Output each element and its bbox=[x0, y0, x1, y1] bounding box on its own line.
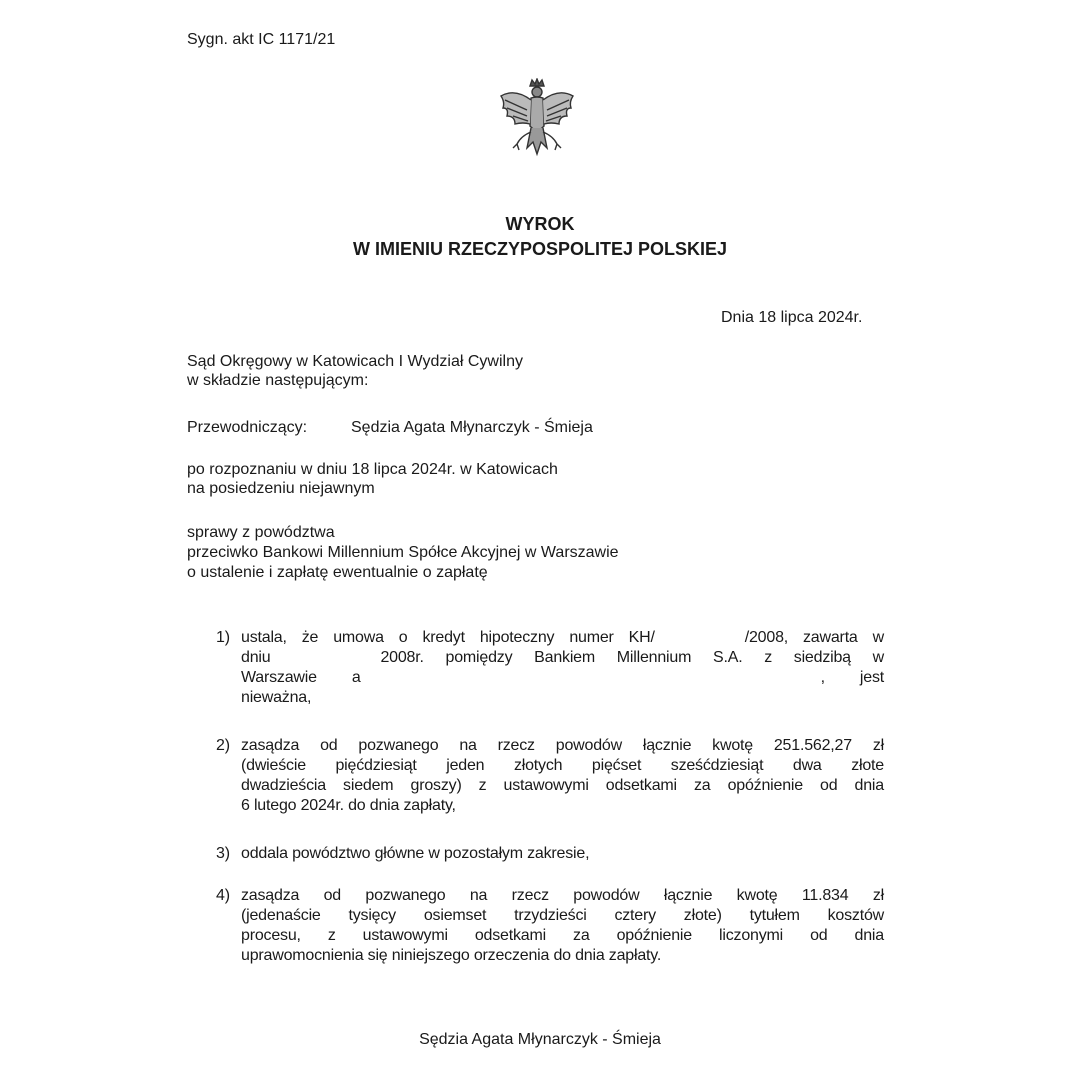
ruling-item-4 bbox=[216, 886, 884, 966]
court-name: Sąd Okręgowy w Katowicach I Wydział Cywilny bbox=[187, 353, 523, 370]
judgment-date: Dnia 18 lipca 2024r. bbox=[721, 309, 863, 326]
ruling-line: zasądza od pozwanego na rzecz powodów łącznie kwotę 251.562,27 zł bbox=[241, 737, 884, 754]
ruling-line: 6 lutego 2024r. do dnia zapłaty, bbox=[241, 797, 456, 814]
hearing-info: po rozpoznaniu w dniu 18 lipca 2024r. w Katowicach bbox=[187, 461, 558, 478]
judgment-subtitle: W IMIENIU RZECZYPOSPOLITEJ POLSKIEJ bbox=[352, 239, 728, 259]
ruling-line: (jedenaście tysięcy osiemset trzydzieści cztery złote) tytułem kosztów bbox=[241, 907, 884, 924]
judge-signature: Sędzia Agata Młynarczyk - Śmieja bbox=[419, 1031, 661, 1048]
ruling-line: dniu 2008r. pomiędzy Bankiem Millennium S.A. z siedzibą w bbox=[241, 649, 884, 666]
ruling-line: procesu, z ustawowymi odsetkami za opóźnienie liczonymi od dnia bbox=[241, 927, 884, 944]
ruling-number: 2) bbox=[216, 737, 230, 754]
ruling-line: oddala powództwo główne w pozostałym zakresie, bbox=[241, 845, 590, 862]
ruling-line: Warszawie a , jest bbox=[241, 669, 884, 686]
judgment-title: WYROK bbox=[505, 214, 575, 234]
ruling-line: dwadzieścia siedem groszy) z ustawowymi odsetkami za opóźnienie od dnia bbox=[241, 777, 884, 794]
ruling-line: zasądza od pozwanego na rzecz powodów łącznie kwotę 11.834 zł bbox=[241, 887, 884, 904]
ruling-item-3 bbox=[216, 844, 884, 864]
ruling-number: 3) bbox=[216, 845, 230, 862]
case-signature: Sygn. akt IC 1171/21 bbox=[187, 31, 336, 48]
ruling-item-2 bbox=[216, 736, 884, 816]
hearing-type: na posiedzeniu niejawnym bbox=[187, 480, 375, 497]
ruling-line: uprawomocnienia się niniejszego orzeczenia do dnia zapłaty. bbox=[241, 947, 662, 964]
ruling-line: (dwieście pięćdziesiąt jeden złotych pięćset sześćdziesiąt dwa złote bbox=[241, 757, 884, 774]
claim-subject: o ustalenie i zapłatę ewentualnie o zapłatę bbox=[187, 564, 488, 581]
plaintiff-line: sprawy z powództwa bbox=[187, 524, 335, 541]
ruling-line: ustala, że umowa o kredyt hipoteczny numer KH/ /2008, zawarta w bbox=[241, 629, 884, 646]
presiding-name: Sędzia Agata Młynarczyk - Śmieja bbox=[351, 419, 593, 436]
presiding-judge-row bbox=[187, 418, 593, 437]
ruling-line: nieważna, bbox=[241, 689, 312, 706]
ruling-number: 1) bbox=[216, 629, 230, 646]
presiding-label: Przewodniczący: bbox=[187, 419, 308, 436]
ruling-number: 4) bbox=[216, 887, 230, 904]
defendant-line: przeciwko Bankowi Millennium Spółce Akcyjnej w Warszawie bbox=[187, 544, 619, 561]
court-composition-label: w składzie następującym: bbox=[187, 372, 369, 389]
ruling-item-1 bbox=[216, 628, 884, 708]
polish-eagle-emblem-icon bbox=[497, 78, 577, 164]
